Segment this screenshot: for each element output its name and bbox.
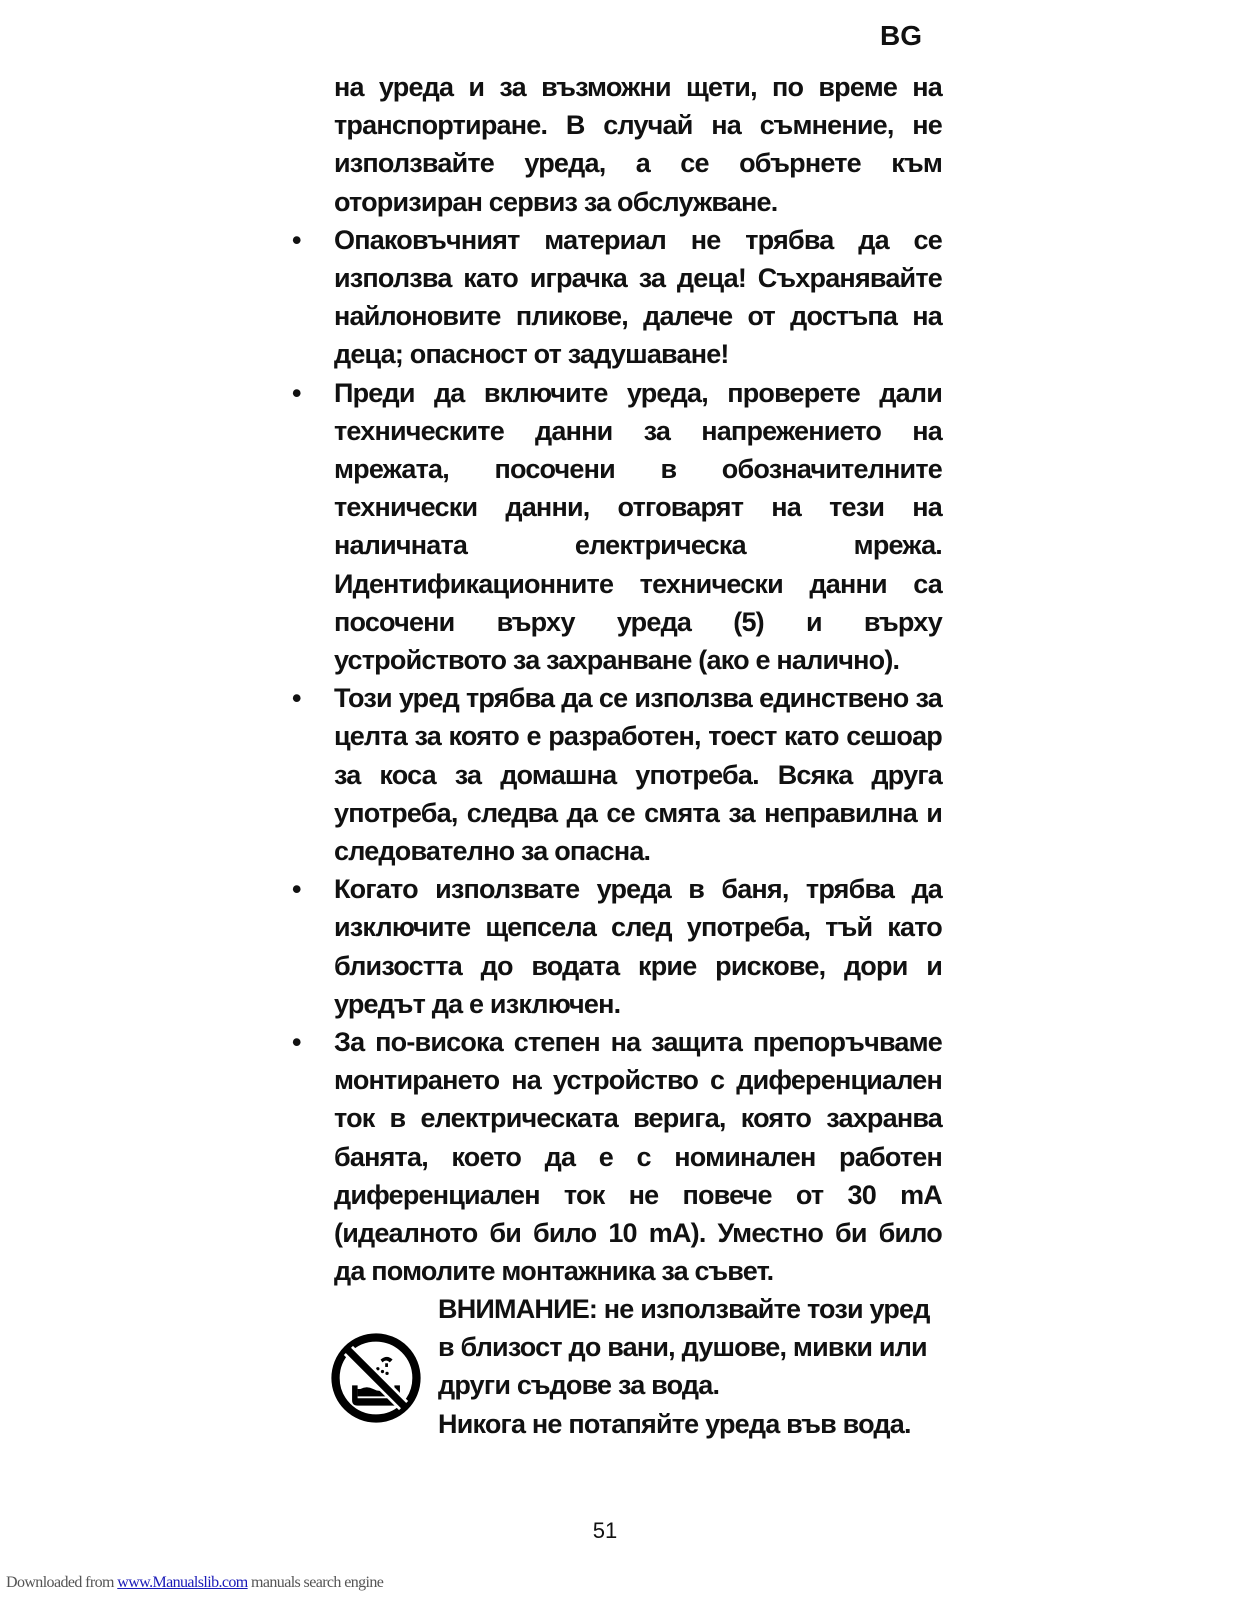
document-body: [292, 68, 942, 1291]
bullet-mark: •: [292, 874, 301, 905]
continuation-paragraph: на уреда и за възможни щети, по време на транспортиране. В случай на съмнение, не използвайте уреда, а се обърнете към оторизиран сервиз за обслужване.: [334, 72, 942, 217]
footer-suffix: manuals search engine: [247, 1574, 384, 1591]
warning-text: [438, 1290, 950, 1443]
list-item: [292, 374, 942, 680]
bullet-mark: •: [292, 224, 301, 255]
list-item: [292, 221, 942, 374]
list-item-text: Този уред трябва да се използва единствено за целта за която е разработен, тоест като сешоар за коса за домашна употреба. Всяка друга употреба, следва да се смята за неправилна и следователно за опасна.: [334, 683, 942, 867]
list-item-text: За по-висока степен на защита препоръчваме монтирането на устройство с диференциален ток в електрическата верига, която захранва банята, което да е с номинален работен диференциален ток не повече от 30 mA (идеалното би било 10 mA). Уместно би било да помолите монтажника за съвет.: [334, 1027, 942, 1287]
list-item: [292, 679, 942, 870]
list-item: [292, 1023, 942, 1290]
footer-prefix: Downloaded from: [6, 1574, 118, 1591]
download-footer: [6, 1574, 383, 1592]
warning-line: ВНИМАНИЕ: не използвайте този уред в близост до вани, душове, мивки или други съдове за вода.: [438, 1294, 930, 1401]
list-item-text: Опаковъчният материал не трябва да се използва като играчка за деца! Съхранявайте найлоновите пликове, далече от достъпа на деца; опасност от задушаване!: [334, 224, 942, 370]
page-number: 51: [592, 1518, 618, 1543]
no-bath-water-icon: [330, 1332, 422, 1424]
warning-block: [330, 1290, 950, 1450]
bullet-mark: •: [292, 1027, 301, 1058]
safety-list: [292, 221, 942, 1291]
manualslib-link[interactable]: www.Manualslib.com: [117, 1574, 248, 1591]
list-item: [292, 870, 942, 1023]
list-item-text: Когато използвате уреда в баня, трябва да изключите щепсела след употреба, тъй като близостта до водата крие рискове, дори и уредът да е изключен.: [334, 874, 942, 1019]
bullet-mark: •: [292, 377, 301, 408]
language-code: BG: [880, 20, 922, 51]
bullet-mark: •: [292, 683, 301, 714]
warning-line: Никога не потапяйте уреда във вода.: [438, 1408, 911, 1439]
list-item-text: Преди да включите уреда, проверете дали техническите данни за напрежението на мрежата, посочени в обозначителните технически данни, отговарят на тези на наличната електрическа мрежа. Идентификационните технически данни са посочени върху уреда (5) и върху устройството за захранване (ако е налично).: [334, 377, 942, 676]
